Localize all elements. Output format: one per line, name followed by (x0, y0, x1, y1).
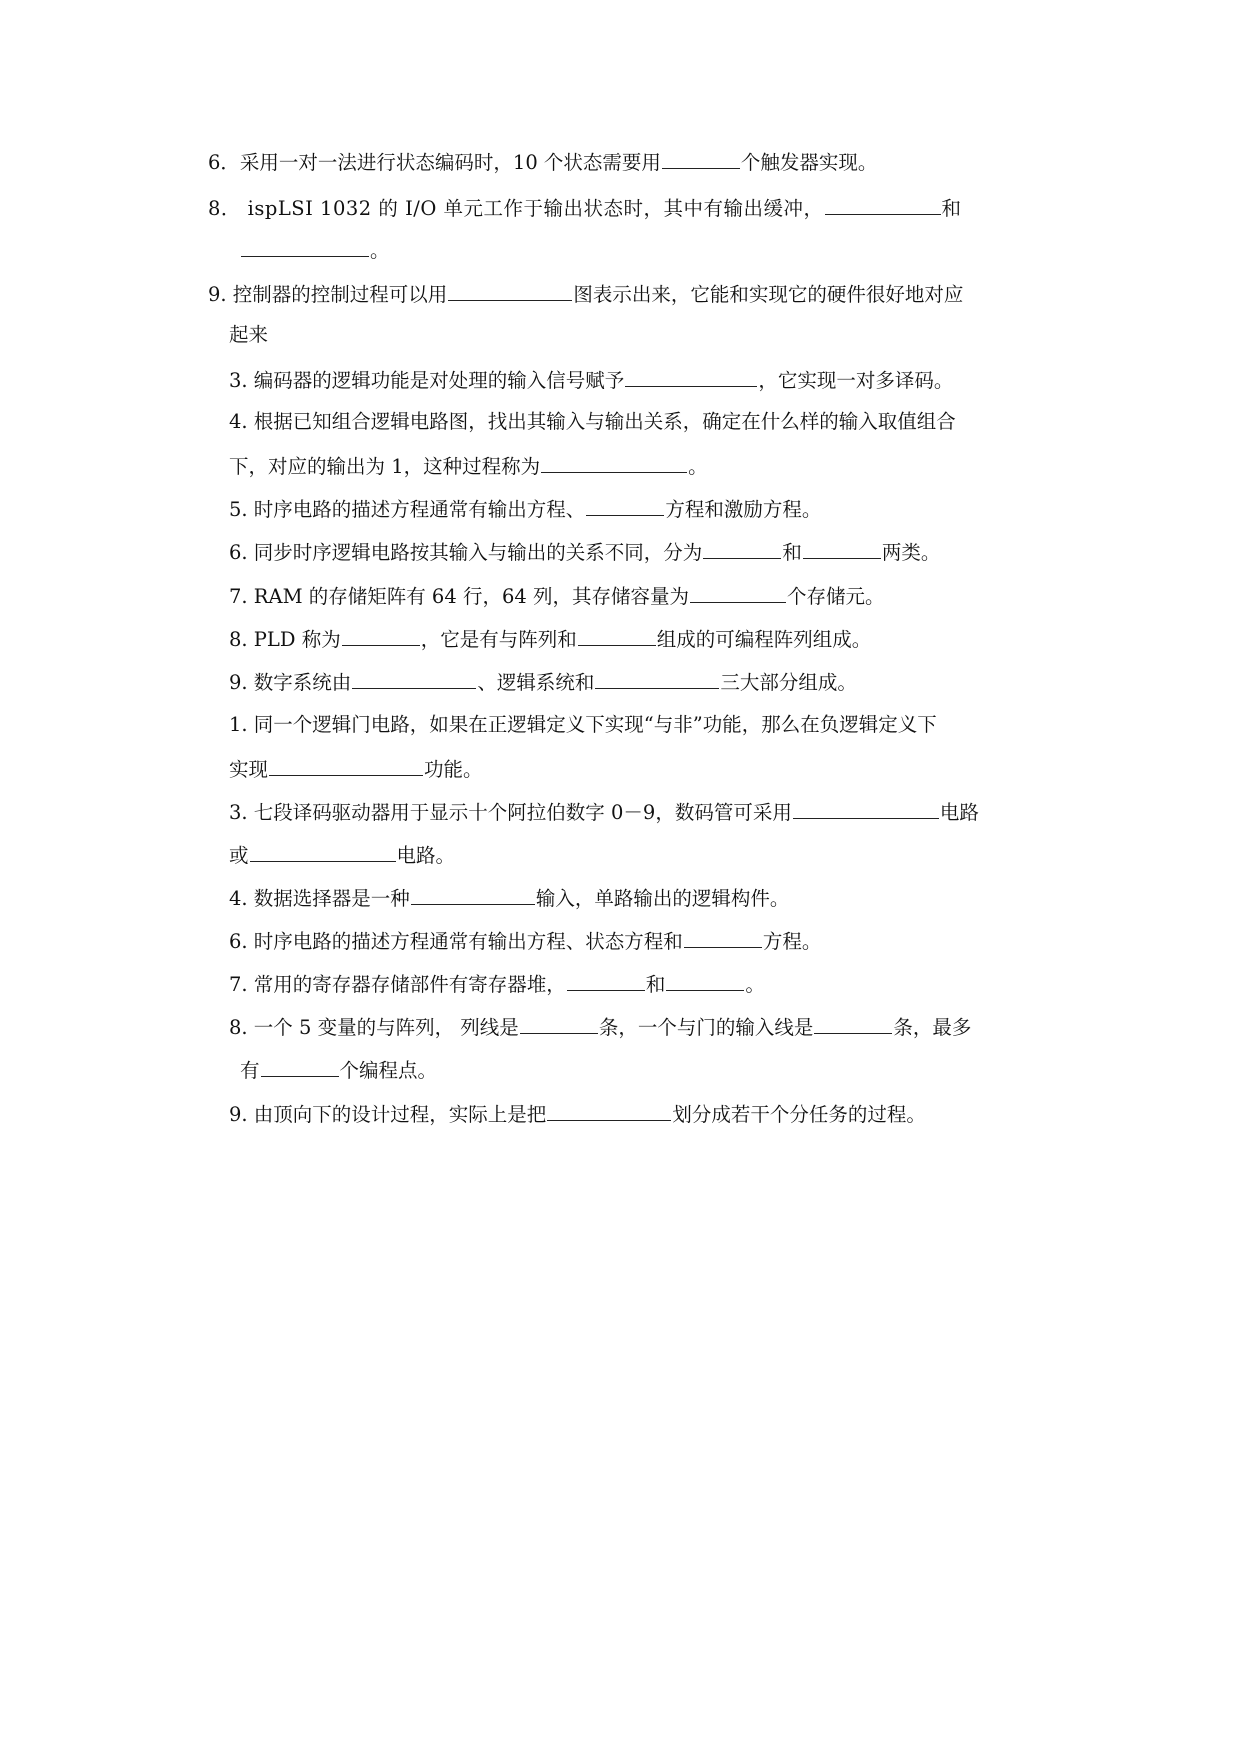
answer-blank (625, 366, 757, 387)
question-line: 9. 控制器的控制过程可以用 图表示出来，它能和实现它的硬件很好地对应 (208, 280, 963, 308)
answer-blank (684, 927, 762, 948)
question-line: 9. 数字系统由 、逻辑系统和 三大部分组成。 (229, 668, 857, 696)
question-line: 8. 一个 5 变量的与阵列， 列线是 条，一个与门的输入线是 条，最多 (229, 1013, 971, 1041)
question-line: 或 电路。 (229, 841, 455, 869)
question-line: 起来 (229, 323, 269, 346)
question-line: 实现 功能。 (229, 755, 483, 783)
answer-blank (520, 1013, 598, 1034)
answer-blank (578, 625, 656, 646)
answer-blank (793, 798, 939, 819)
answer-blank (541, 452, 687, 473)
question-line: 有 个编程点。 (240, 1056, 437, 1084)
answer-blank (814, 1013, 892, 1034)
question-line: 6. 时序电路的描述方程通常有输出方程、状态方程和 方程。 (229, 927, 821, 955)
answer-blank (250, 841, 396, 862)
answer-blank (567, 970, 645, 991)
answer-blank (448, 280, 572, 301)
question-line: 3. 七段译码驱动器用于显示十个阿拉伯数字 0－9，数码管可采用 电路 (229, 798, 979, 826)
answer-blank (595, 668, 719, 689)
answer-blank (662, 148, 740, 169)
question-line: 下，对应的输出为 1，这种过程称为 。 (229, 452, 708, 480)
question-line: 9. 由顶向下的设计过程，实际上是把 划分成若干个分任务的过程。 (229, 1100, 926, 1128)
question-line: 7. RAM 的存储矩阵有 64 行，64 列，其存储容量为 个存储元。 (229, 582, 884, 610)
answer-blank (269, 755, 423, 776)
question-line: 3. 编码器的逻辑功能是对处理的输入信号赋予 ，它实现一对多译码。 (229, 366, 953, 394)
answer-blank (342, 625, 420, 646)
question-line: 。 (240, 236, 390, 264)
question-line: 7. 常用的寄存器存储部件有寄存器堆， 和 。 (229, 970, 765, 998)
answer-blank (690, 582, 786, 603)
question-line: 8. PLD 称为 ，它是有与阵列和 组成的可编程阵列组成。 (229, 625, 871, 653)
question-line: 1. 同一个逻辑门电路，如果在正逻辑定义下实现“与非”功能，那么在负逻辑定义下 (229, 713, 937, 736)
question-line: 8． ispLSI 1032 的 I/O 单元工作于输出状态时，其中有输出缓冲， 和 (208, 194, 962, 222)
answer-blank (352, 668, 476, 689)
question-line: 6．采用一对一法进行状态编码时，10 个状态需要用 个触发器实现。 (208, 148, 877, 176)
answer-blank (825, 194, 941, 215)
question-line: 5. 时序电路的描述方程通常有输出方程、 方程和激励方程。 (229, 495, 821, 523)
answer-blank (703, 538, 781, 559)
answer-blank (241, 236, 369, 257)
answer-blank (586, 495, 664, 516)
answer-blank (261, 1056, 339, 1077)
answer-blank (547, 1100, 671, 1121)
answer-blank (803, 538, 881, 559)
question-line: 4. 数据选择器是一种 输入，单路输出的逻辑构件。 (229, 884, 789, 912)
question-line: 6. 同步时序逻辑电路按其输入与输出的关系不同，分为 和 两类。 (229, 538, 940, 566)
question-line: 4. 根据已知组合逻辑电路图，找出其输入与输出关系，确定在什么样的输入取值组合 (229, 410, 956, 433)
answer-blank (666, 970, 744, 991)
answer-blank (411, 884, 535, 905)
